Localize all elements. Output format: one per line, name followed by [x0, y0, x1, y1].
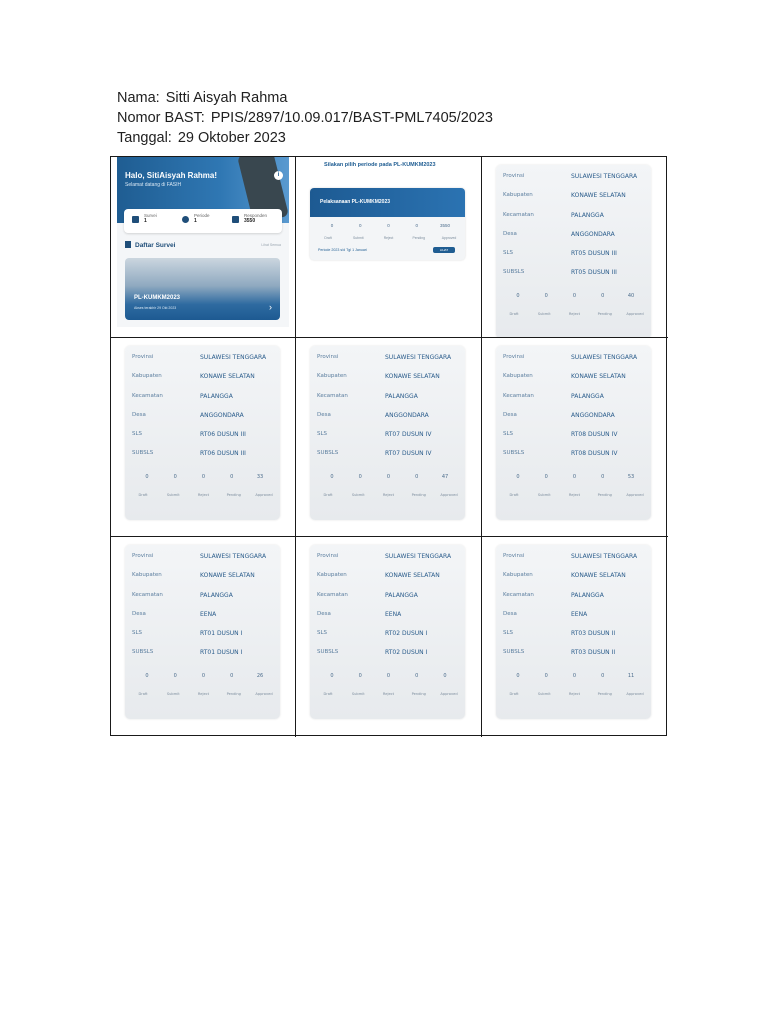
banner-subtitle: Akses terakhir 29 Okt 2023: [134, 306, 177, 310]
count-value: 0: [201, 474, 206, 480]
count-value: 0: [572, 474, 577, 480]
tanggal-line: [117, 128, 493, 148]
count-label: Submit: [351, 493, 365, 497]
screenshot-grid: [110, 156, 667, 736]
field-label: SUBSLS: [132, 649, 154, 655]
card-count-labels: [502, 312, 647, 316]
period-footer: Periode 2023 s/d Tgl 1 Januari: [318, 248, 367, 252]
tanggal-value: 29 Oktober 2023: [177, 130, 286, 146]
field-label: Desa: [132, 412, 146, 418]
field-label: SLS: [132, 431, 143, 437]
label-reject: Reject: [383, 236, 394, 240]
cell-app-home: [111, 157, 296, 338]
count-value: 0: [201, 673, 206, 679]
field-value: RT08 DUSUN IV: [571, 450, 618, 457]
cell-card: [482, 338, 668, 537]
field-value: SULAWESI TENGGARA: [385, 553, 452, 560]
field-label: SLS: [503, 431, 514, 437]
field-value: SULAWESI TENGGARA: [385, 354, 452, 361]
field-value: EENA: [200, 611, 217, 618]
field-value: PALANGGA: [571, 592, 604, 599]
field-label: SUBSLS: [503, 649, 525, 655]
banner-title: PL-KUMKM2023: [134, 295, 181, 301]
count-submit: 0: [358, 223, 362, 228]
field-label: Kabupaten: [317, 572, 347, 578]
count-value: 0: [572, 673, 577, 679]
field-label: Kecamatan: [132, 393, 163, 399]
count-value: 0: [358, 673, 362, 679]
field-value: EENA: [385, 611, 402, 618]
field-label: Provinsi: [317, 553, 339, 559]
field-value: PALANGGA: [200, 592, 233, 599]
period-card-header: [310, 188, 465, 217]
count-label: Draft: [509, 312, 519, 316]
count-value: 0: [544, 673, 548, 679]
count-label: Pending: [226, 692, 241, 696]
card-count-labels: [502, 493, 647, 497]
period-counts: [320, 223, 457, 228]
document-header: [117, 88, 493, 148]
field-label: Kecamatan: [503, 592, 534, 598]
field-value: RT05 DUSUN III: [571, 250, 617, 257]
chevron-right-icon[interactable]: ›: [269, 302, 272, 312]
count-value: 0: [544, 293, 548, 299]
survey-list-title: Daftar Survei: [125, 241, 175, 249]
count-reject: 0: [387, 223, 390, 228]
label-pending: Pending: [412, 236, 425, 240]
count-draft: 0: [330, 223, 334, 228]
bast-value: PPIS/2897/10.09.017/BAST-PML7405/2023: [210, 110, 493, 126]
count-value: 0: [415, 474, 419, 480]
field-value: ANGGONDARA: [385, 412, 429, 419]
cell-card: [296, 537, 482, 737]
field-label: Kabupaten: [132, 572, 162, 578]
card-counts: [506, 293, 643, 299]
card-count-labels: [131, 692, 276, 696]
count-label: Approved: [626, 692, 644, 696]
count-label: Pending: [597, 312, 612, 316]
count-pending: 0: [415, 223, 418, 228]
field-value: RT05 DUSUN III: [571, 269, 617, 276]
see-all-link[interactable]: Lihat Semua: [261, 243, 281, 247]
count-value: 0: [516, 673, 520, 679]
stat-value: 1: [144, 218, 147, 224]
label-approved: Approved: [441, 236, 457, 240]
greeting-text: Halo, SitiAisyah Rahma!: [125, 171, 218, 180]
count-value: 0: [173, 673, 177, 679]
field-label: Desa: [132, 611, 146, 617]
count-value: 26: [256, 673, 264, 679]
nama-value: Sitti Aisyah Rahma: [165, 90, 288, 106]
stat-value: 1: [194, 218, 197, 224]
count-label: Reject: [197, 692, 210, 696]
assignment-card[interactable]: [310, 545, 465, 719]
period-card[interactable]: [310, 188, 465, 260]
field-value: RT02 DUSUN I: [385, 630, 428, 637]
nama-label: Nama:: [117, 90, 160, 106]
count-label: Reject: [197, 493, 210, 497]
count-value: 0: [601, 474, 605, 480]
count-value: 0: [544, 474, 548, 480]
nama-line: [117, 88, 493, 108]
period-title: Silakan pilih periode pada PL-KUMKM2023: [324, 162, 436, 168]
field-value: RT07 DUSUN IV: [385, 450, 432, 457]
clock-icon: [182, 216, 189, 223]
count-value: 0: [415, 673, 419, 679]
count-value: 33: [256, 474, 264, 480]
count-label: Approved: [440, 493, 458, 497]
count-value: 0: [572, 293, 577, 299]
survey-banner[interactable]: [125, 258, 280, 320]
field-label: Kabupaten: [503, 572, 533, 578]
label-draft: Draft: [324, 236, 332, 240]
field-value: RT01 DUSUN I: [200, 630, 243, 637]
count-value: 0: [386, 474, 391, 480]
count-label: Approved: [255, 493, 273, 497]
count-value: 53: [627, 474, 635, 480]
count-label: Reject: [382, 493, 395, 497]
stats-bar: [124, 209, 282, 233]
cell-card: [482, 537, 668, 737]
field-label: SLS: [317, 630, 328, 636]
clipboard-icon: [125, 241, 131, 248]
field-value: KONAWE SELATAN: [571, 572, 626, 579]
info-icon[interactable]: i: [274, 171, 283, 180]
assignment-card[interactable]: [310, 346, 465, 520]
label-submit: Submit: [352, 236, 364, 240]
count-value: 0: [330, 673, 334, 679]
field-label: Desa: [317, 412, 331, 418]
cell-card: [296, 338, 482, 537]
count-value: 0: [145, 673, 149, 679]
field-value: ANGGONDARA: [200, 412, 244, 419]
stat-label: Periode: [194, 213, 210, 218]
field-label: Desa: [317, 611, 331, 617]
field-value: SULAWESI TENGGARA: [200, 354, 267, 361]
card-counts: [320, 673, 457, 679]
field-label: Desa: [503, 611, 517, 617]
field-value: KONAWE SELATAN: [571, 373, 626, 380]
count-label: Approved: [626, 493, 644, 497]
count-value: 0: [601, 293, 605, 299]
count-label: Draft: [138, 692, 148, 696]
count-label: Draft: [138, 493, 148, 497]
count-value: 0: [230, 474, 234, 480]
stat-label: Responden: [244, 213, 268, 218]
app-home-screenshot: [117, 157, 289, 327]
field-value: PALANGGA: [385, 393, 418, 400]
field-label: Kabupaten: [503, 192, 533, 198]
card-count-labels: [316, 692, 461, 696]
cell-card: [482, 157, 668, 338]
count-label: Approved: [440, 692, 458, 696]
count-value: 0: [330, 474, 334, 480]
count-value: 11: [627, 673, 635, 679]
clipboard-icon: [132, 216, 139, 223]
field-value: EENA: [571, 611, 588, 618]
count-value: 0: [173, 474, 177, 480]
count-value: 0: [145, 474, 149, 480]
count-value: 0: [386, 673, 391, 679]
card-counts: [506, 474, 643, 480]
count-value: 0: [516, 474, 520, 480]
field-label: Desa: [503, 231, 517, 237]
count-label: Approved: [255, 692, 273, 696]
field-label: Kecamatan: [317, 592, 348, 598]
field-value: KONAWE SELATAN: [571, 192, 626, 199]
field-value: SULAWESI TENGGARA: [571, 173, 638, 180]
field-value: RT03 DUSUN II: [571, 649, 616, 656]
tanggal-label: Tanggal:: [117, 130, 172, 146]
field-label: Kabupaten: [317, 373, 347, 379]
count-value: 0: [516, 293, 520, 299]
card-counts: [135, 673, 272, 679]
assignment-card[interactable]: [125, 545, 280, 719]
field-label: Kecamatan: [132, 592, 163, 598]
count-label: Submit: [166, 692, 180, 696]
count-label: Approved: [626, 312, 644, 316]
bast-line: [117, 108, 493, 128]
count-label: Draft: [509, 692, 519, 696]
field-value: PALANGGA: [571, 393, 604, 400]
count-label: Draft: [509, 493, 519, 497]
bast-label: Nomor BAST:: [117, 110, 205, 126]
field-label: Desa: [503, 412, 517, 418]
field-label: SLS: [503, 250, 514, 256]
field-value: RT06 DUSUN III: [200, 431, 246, 438]
field-label: Kecamatan: [503, 212, 534, 218]
field-label: SUBSLS: [317, 649, 339, 655]
count-value: 47: [441, 474, 449, 480]
stat-label: Survei: [144, 213, 157, 218]
field-label: Kecamatan: [317, 393, 348, 399]
field-value: RT01 DUSUN I: [200, 649, 243, 656]
field-label: SUBSLS: [132, 450, 154, 456]
assignment-card[interactable]: [496, 165, 651, 338]
field-value: SULAWESI TENGGARA: [200, 553, 267, 560]
count-value: 40: [627, 293, 635, 299]
period-card-title: Pelaksanaan PL-KUMKM2023: [320, 199, 391, 205]
field-value: KONAWE SELATAN: [385, 373, 440, 380]
field-value: RT02 DUSUN I: [385, 649, 428, 656]
count-label: Submit: [166, 493, 180, 497]
card-count-labels: [131, 493, 276, 497]
count-label: Submit: [537, 692, 551, 696]
card-count-labels: [502, 692, 647, 696]
card-count-labels: [316, 493, 461, 497]
field-value: PALANGGA: [385, 592, 418, 599]
field-label: SUBSLS: [317, 450, 339, 456]
count-label: Submit: [537, 312, 551, 316]
field-label: Kecamatan: [503, 393, 534, 399]
stat-value: 3550: [244, 218, 256, 224]
cell-card: [111, 537, 296, 737]
people-icon: [232, 216, 239, 223]
field-label: Provinsi: [503, 173, 525, 179]
count-label: Pending: [597, 692, 612, 696]
field-value: SULAWESI TENGGARA: [571, 354, 638, 361]
count-value: 0: [230, 673, 234, 679]
field-value: KONAWE SELATAN: [200, 373, 255, 380]
count-label: Reject: [568, 312, 581, 316]
count-label: Reject: [382, 692, 395, 696]
field-value: RT06 DUSUN III: [200, 450, 246, 457]
card-counts: [135, 474, 272, 480]
field-value: ANGGONDARA: [571, 231, 615, 238]
count-label: Pending: [411, 692, 426, 696]
field-label: Provinsi: [317, 354, 339, 360]
count-value: 0: [358, 474, 362, 480]
field-label: SLS: [132, 630, 143, 636]
field-value: PALANGGA: [200, 393, 233, 400]
card-counts: [320, 474, 457, 480]
field-label: SUBSLS: [503, 450, 525, 456]
view-button[interactable]: LIHAT: [433, 247, 455, 253]
count-label: Reject: [568, 493, 581, 497]
count-label: Draft: [323, 493, 333, 497]
field-label: Provinsi: [132, 354, 154, 360]
cell-card: [111, 338, 296, 537]
field-label: Provinsi: [132, 553, 154, 559]
field-label: SUBSLS: [503, 269, 525, 275]
field-value: RT07 DUSUN IV: [385, 431, 432, 438]
count-label: Draft: [323, 692, 333, 696]
field-value: SULAWESI TENGGARA: [571, 553, 638, 560]
field-label: SLS: [503, 630, 514, 636]
count-value: 0: [443, 673, 447, 679]
field-value: ANGGONDARA: [571, 412, 615, 419]
assignment-card[interactable]: [125, 346, 280, 520]
field-value: KONAWE SELATAN: [200, 572, 255, 579]
count-approved: 3550: [439, 223, 450, 228]
count-value: 0: [601, 673, 605, 679]
field-value: KONAWE SELATAN: [385, 572, 440, 579]
field-label: Provinsi: [503, 553, 525, 559]
field-label: Provinsi: [503, 354, 525, 360]
count-label: Pending: [226, 493, 241, 497]
assignment-card[interactable]: [496, 346, 651, 520]
welcome-subtitle: Selamat datang di FASIH: [125, 182, 182, 188]
field-value: PALANGGA: [571, 212, 604, 219]
field-label: Kabupaten: [132, 373, 162, 379]
field-value: RT03 DUSUN II: [571, 630, 616, 637]
cell-period: [296, 157, 482, 338]
field-label: SLS: [317, 431, 328, 437]
field-label: Kabupaten: [503, 373, 533, 379]
count-label: Reject: [568, 692, 581, 696]
count-label: Pending: [411, 493, 426, 497]
field-value: RT08 DUSUN IV: [571, 431, 618, 438]
assignment-card[interactable]: [496, 545, 651, 719]
card-counts: [506, 673, 643, 679]
count-label: Submit: [537, 493, 551, 497]
period-count-labels: [316, 236, 461, 240]
count-label: Submit: [351, 692, 365, 696]
count-label: Pending: [597, 493, 612, 497]
